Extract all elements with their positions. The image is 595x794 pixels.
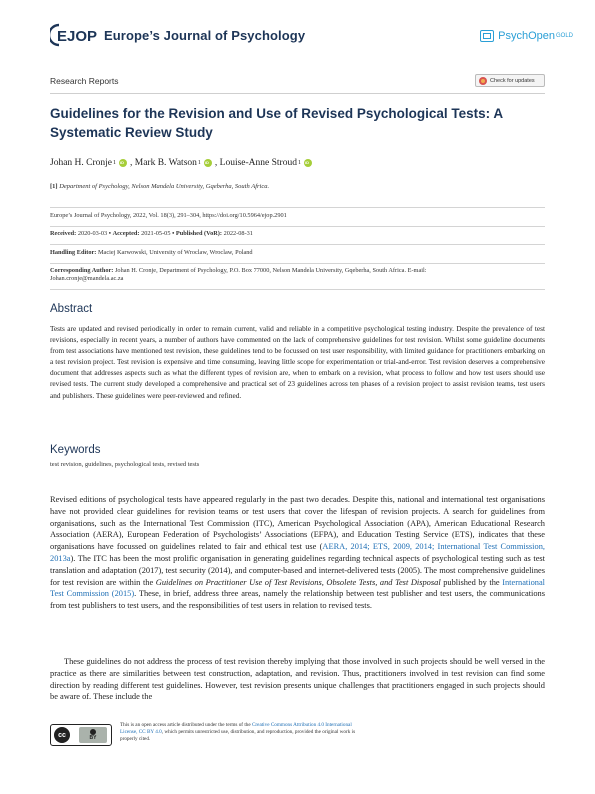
body-text: published by the xyxy=(440,577,503,587)
svg-text:EJOP: EJOP xyxy=(57,28,98,45)
divider xyxy=(50,226,545,227)
divider xyxy=(50,207,545,208)
check-updates-label: Check for updates xyxy=(490,77,535,84)
orcid-icon[interactable] xyxy=(304,159,312,167)
ejop-logo-mark xyxy=(50,22,100,48)
abstract-heading: Abstract xyxy=(50,303,93,315)
cc-by-badge[interactable] xyxy=(50,724,112,746)
affiliation xyxy=(50,183,269,190)
license-footer xyxy=(50,722,545,748)
journal-header xyxy=(50,20,573,60)
citation-link[interactable]: International Test Commission (2015) xyxy=(50,577,545,599)
accepted-date: 2021-05-05 xyxy=(141,230,171,237)
psychopen-icon xyxy=(480,30,494,42)
dates-line: Received: 2020-03-03 • Accepted: 2021-05-05 • Published (VoR): 2022-08-31 xyxy=(50,230,253,237)
author-name: , Louise-Anne Stroud xyxy=(214,158,297,168)
handling-editor xyxy=(50,249,545,257)
affiliation-number: [1] xyxy=(50,183,58,190)
orcid-icon[interactable] xyxy=(204,159,212,167)
received-label: Received: xyxy=(50,230,77,237)
journal-logo[interactable] xyxy=(50,22,305,48)
divider xyxy=(50,263,545,264)
by-label: BY xyxy=(89,735,97,741)
license-link[interactable]: Creative Commons Attribution 4.0 International License, CC BY 4.0 xyxy=(120,722,352,735)
corresponding-author xyxy=(50,267,545,283)
keywords-heading: Keywords xyxy=(50,444,101,456)
corr-text: Johan H. Cronje, Department of Psychology, P.O. Box 77000, Nelson Mandela University, Gqeberha, South Africa. E-mail: xyxy=(114,267,427,274)
license-part: , which permits unrestricted use, distribution, and reproduction, provided the original work is properly cited. xyxy=(120,729,356,742)
author-name: , Mark B. Watson xyxy=(130,158,197,168)
article-title: Guidelines for the Revision and Use of Revised Psychological Tests: A Systematic Review Study xyxy=(50,106,503,140)
divider xyxy=(50,289,545,290)
by-icon xyxy=(79,727,107,743)
abstract-text: Tests are updated and revised periodically in order to remain current, valid and reliable in a competitive psychological testing industry. Despite the prevalence of test revisions, especially in recent years, a number of authors have commented on the lack of comprehensive guidelines for test revision. Whilst some guideline documents from test associations have mentioned test revision, these guidelines tend to be focussed on test user responsibility, with limited guidance for practitioners embarking on a test revision project. Test revision is expensive and time consuming, leaving little scope for experimentation or trial-and-error. Test revision deserves a comprehensive document that addresses aspects such as what the different types of revision are, when to embark on a revision, what process to follow and how test users should use revised tests. The current study developed a comprehensive and practical set of 23 guidelines across ten phases of a revision project to assist revision teams, test users and publishers. These guidelines were peer-reviewed and refined. xyxy=(50,324,545,400)
crossmark-icon xyxy=(479,77,487,85)
body-paragraph xyxy=(50,494,545,612)
keywords-text: test revision, guidelines, psychological tests, revised tests xyxy=(50,461,200,468)
body-text: . These, in brief, address three areas, namely the relationship between test publisher and test users, the communications from test publishers to test users, and the responsibilities of test users in relation to revised tests. xyxy=(50,589,545,611)
cc-icon: cc xyxy=(54,727,70,743)
divider xyxy=(50,244,545,245)
body-text: ). The ITC has been the most prolific organisation in generating guidelines regarding technical aspects of psychological testing such as test translation and adaptation (2017), test security (2014), and computer-based and internet-delivered tests (2005). The most comprehensive guidelines for test revision are within the xyxy=(50,553,545,587)
journal-name: Europe’s Journal of Psychology xyxy=(104,27,306,43)
published-date: 2022-08-31 xyxy=(223,230,253,237)
author-affil-ref: 1 xyxy=(297,160,301,166)
divider xyxy=(50,93,545,94)
license-part: This is an open access article distributed under the terms of the xyxy=(120,722,252,728)
published-label: Published (VoR): xyxy=(175,230,222,237)
affiliation-text: Department of Psychology, Nelson Mandela University, Gqeberha, South Africa. xyxy=(59,183,270,190)
psychopen-logo[interactable] xyxy=(480,30,573,42)
publisher-name: PsychOpen xyxy=(498,30,555,42)
editor-name: Maciej Karwowski, University of Wroclaw, Wroclaw, Poland xyxy=(97,249,253,256)
section-label: Research Reports xyxy=(50,76,119,86)
corr-email[interactable]: Johan.cronje@mandela.ac.za xyxy=(50,275,124,282)
editor-label: Handling Editor: xyxy=(50,249,97,256)
citation-line[interactable]: Europe’s Journal of Psychology, 2022, Vol. 18(3), 291–304, https://doi.org/10.5964/ejop.2901 xyxy=(50,212,287,219)
author-affil-ref: 1 xyxy=(197,160,201,166)
check-for-updates-button[interactable] xyxy=(475,74,545,87)
orcid-icon[interactable] xyxy=(119,159,127,167)
accepted-label: Accepted: xyxy=(112,230,140,237)
author-affil-ref: 1 xyxy=(113,160,117,166)
received-date: 2020-03-03 xyxy=(77,230,108,237)
author-name: Johan H. Cronje xyxy=(50,158,113,168)
author-list xyxy=(50,158,315,168)
corr-label: Corresponding Author: xyxy=(50,267,114,274)
body-text: Revised editions of psychological tests have appeared regularly in the past two decades. Despite this, national and international test organisations have not provided clear guidelines for revision teams or test users that cover the lifespan of revision projects. A search for guidelines from organisations, such as the International Test Commission (ITC), American Psychological Association (APA), American Educational Research Association (AERA), European Federation of Psychologists’ Associations (EFPA), and Education Testing Service (ETS), indicates that these organisations have focussed on guidelines related to fair and ethical test use ( xyxy=(50,495,545,552)
publisher-sup: GOLD xyxy=(555,33,573,39)
body-paragraph: These guidelines do not address the process of test revision thereby implying that those involved in such projects should be well versed in the practice as there are similarities between test construction, adaptation, and revision. Thus, practitioners involved in test revision can find some direction by reading different test guidelines. However, test revision presents unique challenges that practitioners engaged in such projects should be aware of. These include the xyxy=(50,657,545,702)
license-text xyxy=(120,722,360,743)
guideline-title: Guidelines on Practitioner Use of Test Revisions, Obsolete Tests, and Test Disposal xyxy=(155,577,441,587)
citation-link[interactable]: AERA, 2014; ETS, 2009, 2014; International Test Commission, 2013a xyxy=(50,542,545,563)
